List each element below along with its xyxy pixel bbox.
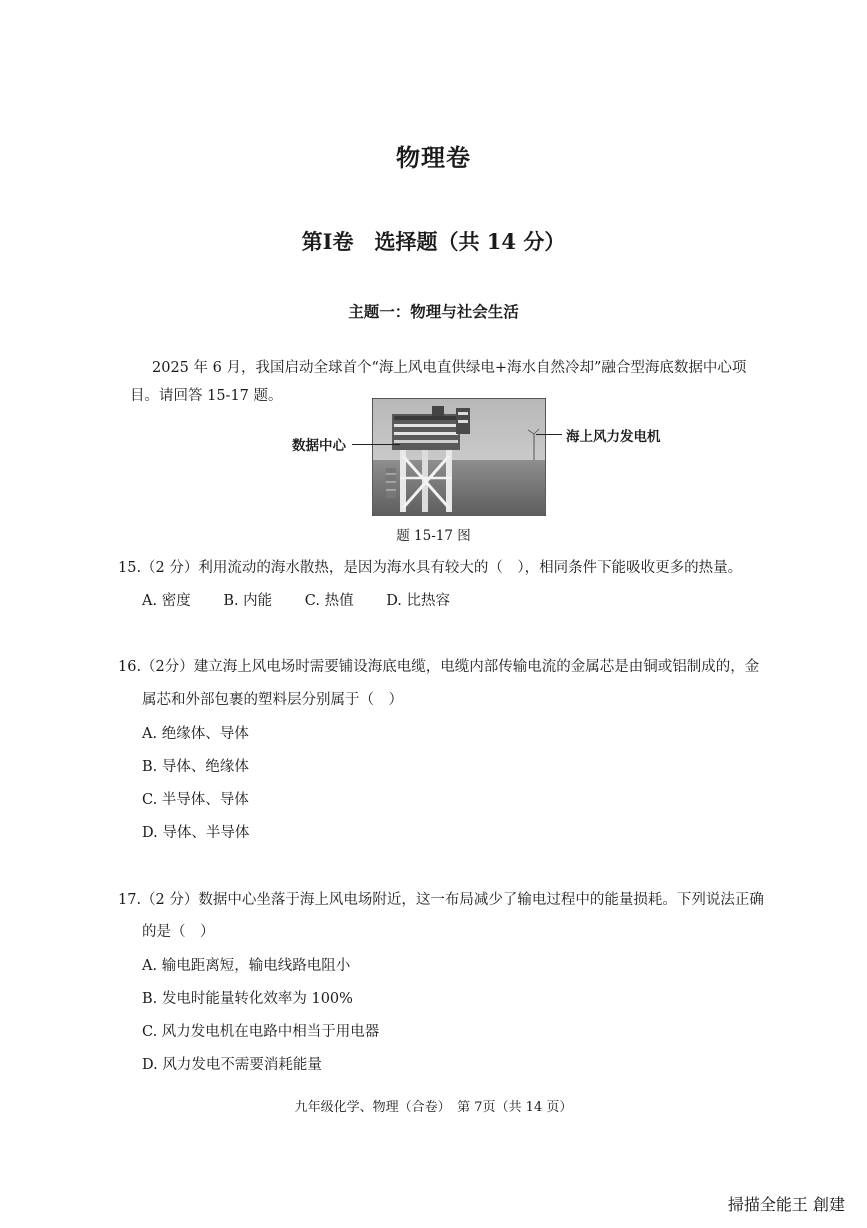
option: D. 比热容 (386, 593, 451, 609)
section-title: 第I卷 选择题（共 14 分） (301, 229, 566, 254)
scanner-watermark: 掃描全能王 創建 (727, 1195, 845, 1214)
question-16-option-a: A. 绝缘体、导体 (142, 726, 249, 742)
question-17-option-b: B. 发电时能量转化效率为 100% (142, 991, 353, 1007)
question-15-options (142, 591, 478, 611)
question-17-stem-line-1: 17.（2 分）数据中心坐落于海上风电场附近，这一布局减少了输电过程中的能量损耗。下列说法正确 (118, 892, 764, 908)
intro-line-1: 2025 年 6 月，我国启动全球首个“海上风电直供绿电+海水自然冷却”融合型海底数据中心项 (152, 360, 747, 376)
label-wind-turbine: 海上风力发电机 (566, 429, 661, 445)
label-data-center: 数据中心 (292, 438, 346, 454)
question-17-option-a: A. 输电距离短，输电线路电阻小 (142, 958, 351, 974)
question-16-stem-line-2: 属芯和外部包裹的塑料层分别属于（ ） (142, 692, 403, 708)
question-16-option-b: B. 导体、绝缘体 (142, 759, 249, 775)
option: C. 热值 (304, 593, 354, 609)
question-15-stem: 15.（2 分）利用流动的海水散热，是因为海水具有较大的（ ），相同条件下能吸收更多的热量。 (118, 560, 743, 576)
question-17-option-c: C. 风力发电机在电路中相当于用电器 (142, 1024, 380, 1040)
platform-illustration (372, 398, 546, 516)
question-17-stem-line-2: 的是（ ） (142, 924, 215, 940)
figure-caption: 题 15-17 图 (396, 528, 471, 544)
leader-line-data-center (352, 444, 400, 445)
question-16-option-d: D. 导体、半导体 (142, 825, 250, 841)
question-16-option-c: C. 半导体、导体 (142, 792, 249, 808)
paper-title: 物理卷 (396, 143, 471, 172)
question-17-option-d: D. 风力发电不需要消耗能量 (142, 1057, 322, 1073)
question-16-stem-line-1: 16.（2分）建立海上风电场时需要铺设海底电缆，电缆内部传输电流的金属芯是由铜或铝制成的，金 (118, 659, 760, 675)
option: B. 内能 (223, 593, 273, 609)
leader-line-turbine (536, 434, 562, 435)
page-footer: 九年级化学、物理（合卷） 第 7页（共 14 页） (294, 1100, 573, 1115)
option: A. 密度 (142, 593, 191, 609)
platform-photo (372, 398, 546, 516)
topic-title: 主题一：物理与社会生活 (348, 302, 519, 321)
intro-line-2: 目。请回答 15-17 题。 (130, 388, 283, 404)
